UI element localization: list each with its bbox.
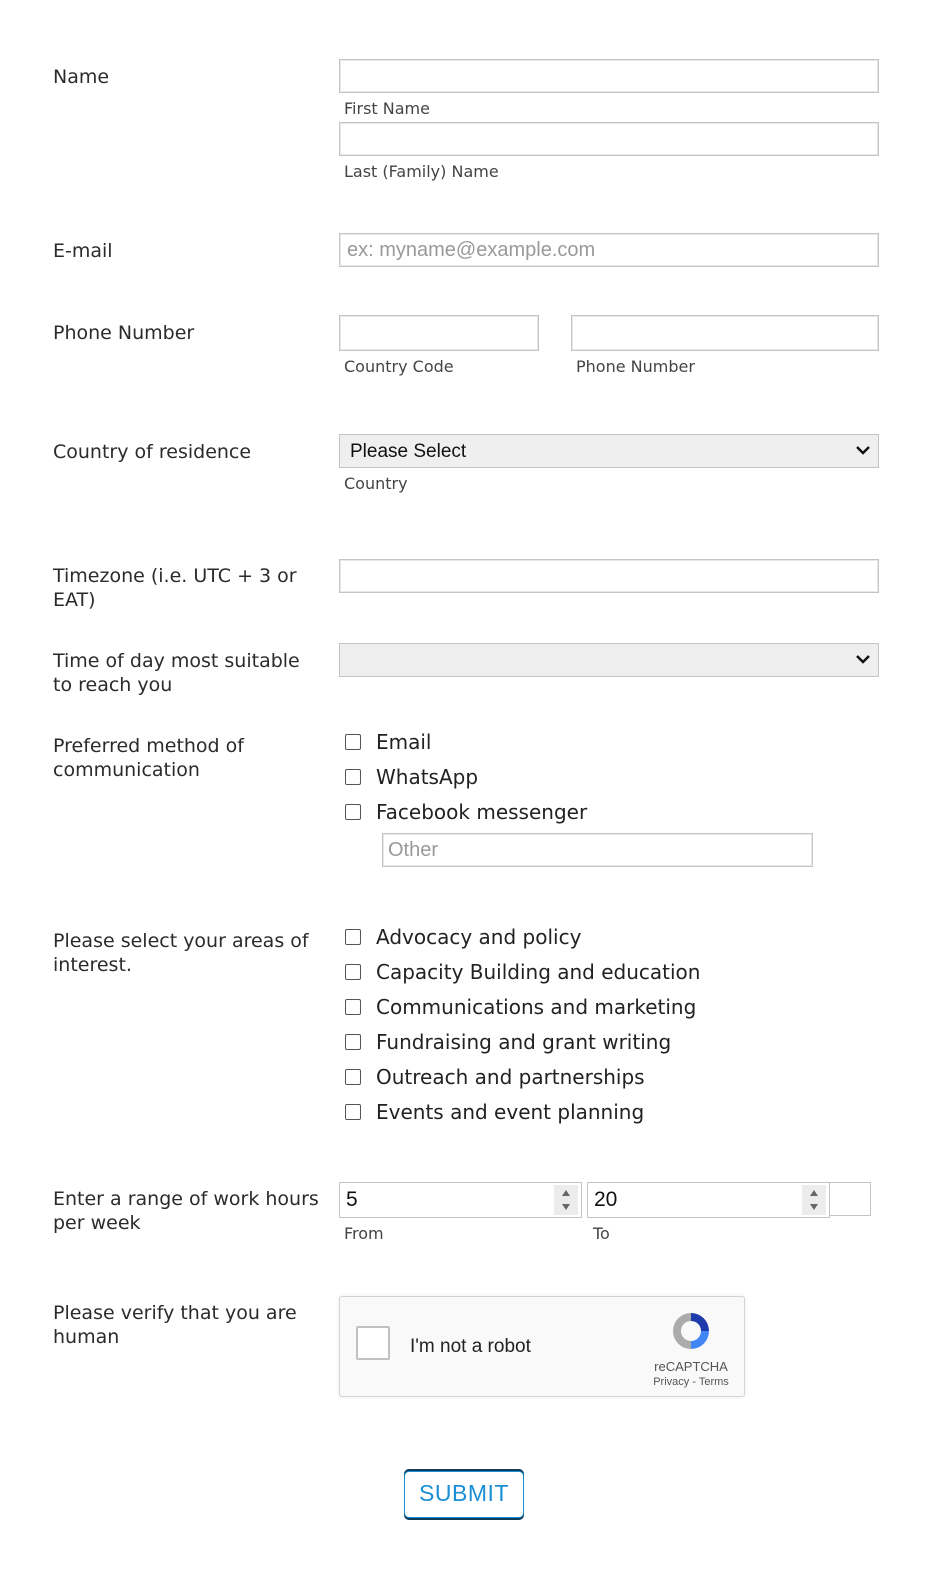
recaptcha-links[interactable]: Privacy - Terms — [653, 1376, 729, 1388]
interest-communications-label: Communications and marketing — [376, 995, 697, 1019]
country-code-input[interactable] — [339, 315, 539, 351]
country-label: Country of residence — [53, 441, 252, 463]
checkbox-fundraising[interactable] — [345, 1034, 361, 1050]
recaptcha-brand: reCAPTCHA — [654, 1359, 728, 1374]
last-name-input[interactable] — [339, 122, 879, 156]
time-of-day-select[interactable] — [339, 643, 879, 677]
hours-label: Enter a range of work hours per week — [53, 1188, 319, 1234]
interest-capacity-building-label: Capacity Building and education — [376, 960, 701, 984]
other-communication-input[interactable]: Other — [382, 833, 813, 867]
interest-events-label: Events and event planning — [376, 1100, 645, 1124]
hours-extra-field — [827, 1182, 871, 1216]
spinner-buttons[interactable] — [802, 1185, 826, 1215]
hours-to-value: 20 — [594, 1188, 618, 1211]
hours-from-value: 5 — [346, 1188, 358, 1211]
option-email-label: Email — [376, 730, 432, 754]
last-name-sublabel: Last (Family) Name — [344, 162, 499, 181]
email-label: E-mail — [53, 240, 113, 262]
submit-button[interactable]: SUBMIT — [404, 1471, 524, 1518]
recaptcha-widget — [339, 1296, 745, 1397]
checkbox-outreach[interactable] — [345, 1069, 361, 1085]
chevron-down-icon — [854, 650, 872, 668]
timezone-label: Timezone (i.e. UTC + 3 or EAT) — [53, 565, 297, 611]
first-name-sublabel: First Name — [344, 99, 430, 118]
phone-number-input[interactable] — [571, 315, 879, 351]
chevron-down-icon — [854, 441, 872, 459]
checkbox-advocacy[interactable] — [345, 929, 361, 945]
checkbox-email[interactable] — [345, 734, 361, 750]
hours-from-sublabel: From — [344, 1224, 384, 1243]
time-of-day-label: Time of day most suitable to reach you — [53, 650, 300, 696]
phone-number-sublabel: Phone Number — [576, 357, 695, 376]
recaptcha-logo-icon — [669, 1309, 713, 1353]
email-input[interactable]: ex: myname@example.com — [339, 233, 879, 267]
timezone-input[interactable] — [339, 559, 879, 593]
option-whatsapp-label: WhatsApp — [376, 765, 479, 789]
spinner-buttons[interactable] — [554, 1185, 578, 1215]
first-name-input[interactable] — [339, 59, 879, 93]
hours-to-sublabel: To — [593, 1224, 610, 1243]
spinner-arrows-icon — [554, 1185, 578, 1215]
recaptcha-checkbox[interactable] — [356, 1326, 390, 1360]
hours-to-input[interactable] — [587, 1182, 830, 1218]
checkbox-capacity-building[interactable] — [345, 964, 361, 980]
interests-label: Please select your areas of interest. — [53, 930, 309, 976]
name-label: Name — [53, 66, 110, 88]
spinner-arrows-icon — [802, 1185, 826, 1215]
country-sublabel: Country — [344, 474, 408, 493]
country-select-value: Please Select — [350, 441, 467, 462]
communication-label: Preferred method of communication — [53, 735, 244, 781]
recaptcha-text: I'm not a robot — [410, 1336, 531, 1357]
country-code-sublabel: Country Code — [344, 357, 454, 376]
interest-advocacy-label: Advocacy and policy — [376, 925, 582, 949]
hours-from-input[interactable] — [339, 1182, 582, 1218]
interest-fundraising-label: Fundraising and grant writing — [376, 1030, 672, 1054]
phone-label: Phone Number — [53, 322, 195, 344]
interest-outreach-label: Outreach and partnerships — [376, 1065, 645, 1089]
checkbox-facebook-messenger[interactable] — [345, 804, 361, 820]
country-select[interactable] — [339, 434, 879, 468]
option-facebook-messenger-label: Facebook messenger — [376, 800, 588, 824]
checkbox-whatsapp[interactable] — [345, 769, 361, 785]
verify-label: Please verify that you are human — [53, 1302, 297, 1348]
checkbox-communications[interactable] — [345, 999, 361, 1015]
checkbox-events[interactable] — [345, 1104, 361, 1120]
